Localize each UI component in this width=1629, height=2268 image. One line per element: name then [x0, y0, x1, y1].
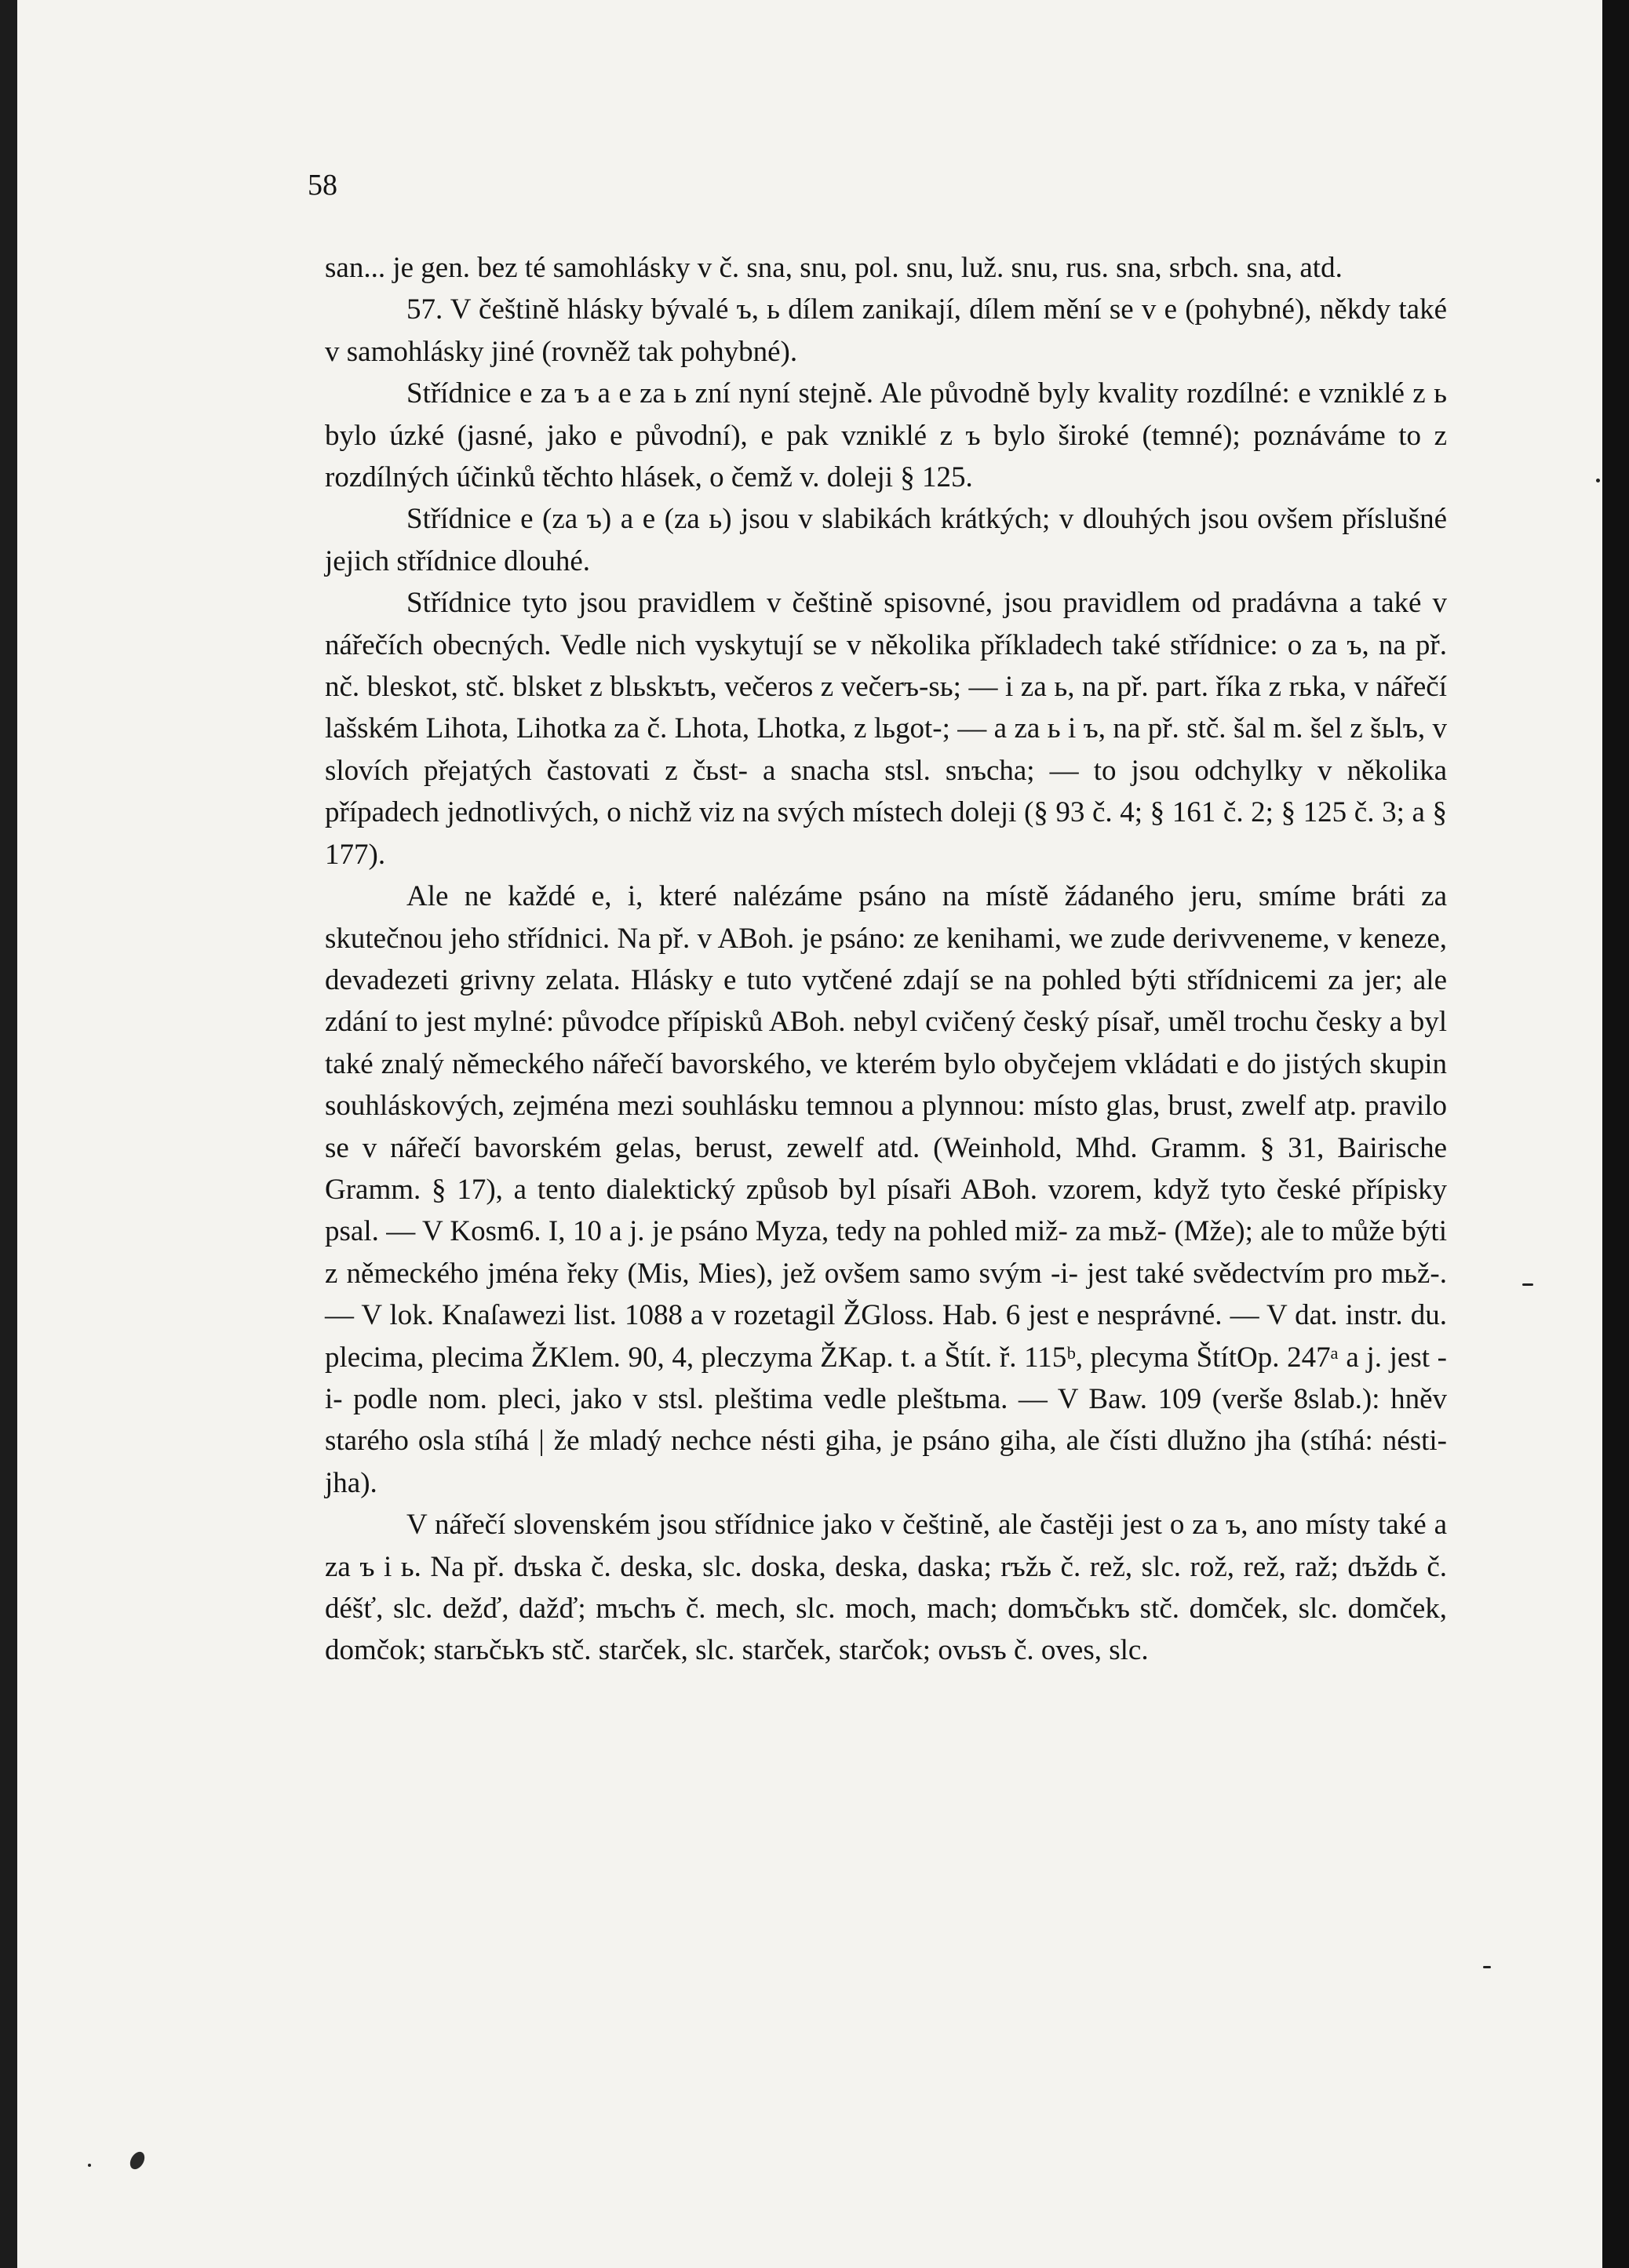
ink-speck [1483, 1966, 1491, 1968]
page-number: 58 [308, 169, 337, 202]
ink-speck [1596, 479, 1600, 482]
ink-speck [1522, 1283, 1533, 1286]
paragraph-3: Střídnice e za ъ a e za ь zní nyní stejně. Ale původně byly kvality rozdílné: e vzniklé z ь bylo úzké (jasné, jako e původní), e pak vzniklé z ъ bylo široké (temné); poznáváme to z rozdílných účinků těchto hlásek, o čemž v. doleji § 125. [325, 377, 1447, 494]
paragraph-1: san... je gen. bez té samohlásky v č. sna, snu, pol. snu, luž. snu, rus. sna, srbch. sna, atd. [325, 252, 1343, 284]
ink-speck [88, 2164, 91, 2167]
paragraph-7: V nářečí slovenském jsou střídnice jako v češtině, ale častěji jest o za ъ, ano místy také a za ъ i ь. Na př. dъska č. deska, slc. doska, deska, daska; rъžь č. rež, slc. rož, rež, raž; dъždь č. déšť, slc. dežď, dažď; mъchъ č. mech, slc. moch, mach; domъčьkъ stč. domček, slc. domček, domčok; starьčьkъ stč. starček, slc. starček, starčok; ovьsъ č. oves, slc. [325, 1509, 1447, 1667]
paragraph-2: 57. V češtině hlásky bývalé ъ, ь dílem zanikají, dílem mění se v e (pohybné), někdy také v samohlásky jiné (rovněž tak pohybné). [325, 293, 1447, 368]
ink-speck [127, 2150, 148, 2172]
paragraph-5: Střídnice tyto jsou pravidlem v češtině spisovné, jsou pravidlem od pradávna a také v nářečích obecných. Vedle nich vyskytují se v několika příkladech také střídnice: o za ъ, na př. nč. bleskot, stč. blsket z blьskъtъ, večeros z večerъ-sь; — i za ь, na př. part. říka z rьka, v nářečí lašském Lihota, Lihotka za č. Lhota, Lhotka, z lьgot-; — a za ь i ъ, na př. stč. šal m. šel z šьlъ, v slovích přejatých častovati z čьst- a snacha stsl. snъcha; — to jsou odchylky v několika případech jednotlivých, o nichž viz na svých místech doleji (§ 93 č. 4; § 161 č. 2; § 125 č. 3; a § 177). [325, 587, 1447, 871]
paragraph-4: Střídnice e (za ъ) a e (za ь) jsou v slabikách krátkých; v dlouhých jsou ovšem příslušné jejich střídnice dlouhé. [325, 503, 1447, 577]
book-page [17, 0, 1602, 2268]
scan-border [1602, 0, 1629, 2268]
body-text [325, 247, 1447, 1672]
paragraph-6: Ale ne každé e, i, které nalézáme psáno na místě žádaného jeru, smíme bráti za skutečnou jeho střídnici. Na př. v ABoh. je psáno: ze kenihami, we zude derivveneme, v keneze, devadezeti grivny zelata. Hlásky e tuto vytčené zdají se na pohled býti střídnicemi za jer; ale zdání to jest mylné: původce přípisků ABoh. nebyl cvičený český písař, uměl trochu česky a byl také znalý německého nářečí bavorského, ve kterém bylo obyčejem vkládati e do jistých skupin souhláskových, zejména mezi souhlásku temnou a plynnou: místo glas, brust, zwelf atp. pravilo se v nářečí bavorském gelas, berust, zewelf atd. (Weinhold, Mhd. Gramm. § 31, Bairische Gramm. § 17), a tento dialektický způsob byl písaři ABoh. vzorem, když tyto české přípisky psal. — V Kosm6. I, 10 a j. je psáno Myza, tedy na pohled miž- za mьž- (Mže); ale to může býti z německého jména řeky (Mis, Mies), jež ovšem samo svým -i- jest také svědectvím pro mьž-. — V lok. Knaſawezi list. 1088 a v rozetagil ŽGloss. Hab. 6 jest e nesprávné. — V dat. instr. du. plecima, plecima ŽKlem. 90, 4, pleczyma ŽKap. t. a Štít. ř. 115ᵇ, plecyma ŠtítOp. 247ᵃ a j. jest -i- podle nom. pleci, jako v stsl. pleštima vedle pleštьma. — V Baw. 109 (verše 8slab.): hněv starého osla stíhá | že mladý nechce nésti giha, je psáno giha, ale čísti dlužno jha (stíhá: nésti-jha). [325, 880, 1447, 1499]
